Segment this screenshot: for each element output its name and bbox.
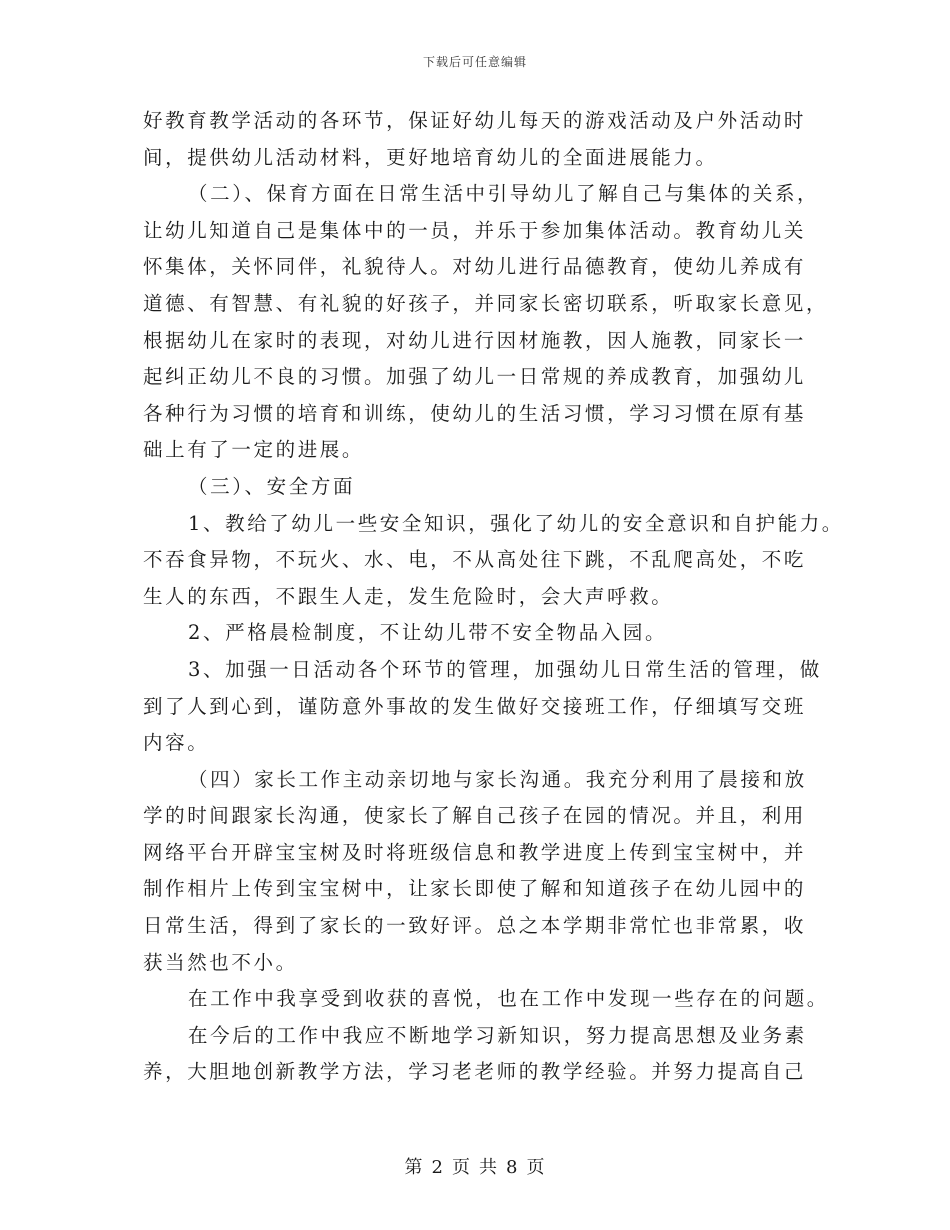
text-line: 间，提供幼儿活动材料，更好地培育幼儿的全面进展能力。: [143, 145, 718, 169]
text-line: 好教育教学活动的各环节，保证好幼儿每天的游戏活动及户外活动时: [143, 109, 807, 132]
text-line: 制作相片上传到宝宝树中，让家长即使了解和知道孩子在幼儿园中的: [143, 877, 807, 901]
text-line: 获当然也不小。: [143, 950, 298, 974]
text-line: （三）、安全方面: [188, 474, 356, 498]
text-line: 不吞食异物，不玩火、水、电，不从高处往下跳，不乱爬高处，不吃: [143, 548, 807, 572]
text-line: 根据幼儿在家时的表现，对幼儿进行因材施教，因人施教，同家长一: [143, 328, 807, 352]
text-line: 起纠正幼儿不良的习惯。加强了幼儿一日常规的养成教育，加强幼儿: [143, 365, 807, 389]
text-line: （四）家长工作主动亲切地与家长沟通。我充分利用了晨接和放: [188, 767, 807, 791]
text-line: 学的时间跟家长沟通，使家长了解自己孩子在园的情况。并且，利用: [143, 804, 807, 828]
footer-page-number: 2: [431, 1157, 444, 1178]
text-line: 在工作中我享受到收获的喜悦，也在工作中发现一些存在的问题。: [188, 987, 829, 1011]
text-line: 各种行为习惯的培育和训练，使幼儿的生活习惯，学习习惯在原有基: [143, 401, 807, 425]
text-line: 础上有了一定的进展。: [143, 438, 365, 462]
footer-total-label: 共: [479, 1157, 498, 1178]
text-line: 2、严格晨检制度，不让幼儿带不安全物品入园。: [188, 621, 668, 645]
text-line: 在今后的工作中我应不断地学习新知识，努力提高思想及业务素: [188, 1023, 807, 1047]
text-line: （二）、保育方面在日常生活中引导幼儿了解自己与集体的关系，: [188, 182, 820, 206]
text-line: 日常生活，得到了家长的一致好评。总之本学期非常忙也非常累，收: [143, 914, 807, 938]
footer-prefix: 第: [404, 1157, 424, 1178]
document-body: [143, 103, 844, 1091]
text-line: 到了人到心到，谨防意外事故的发生做好交接班工作，仔细填写交班: [143, 694, 807, 718]
text-line: 内容。: [143, 731, 210, 755]
page-header: 下载后可任意编辑: [422, 55, 527, 69]
footer-suffix: 页: [526, 1157, 546, 1178]
text-line: 1、教给了幼儿一些安全知识，强化了幼儿的安全意识和自护能力。: [188, 511, 844, 535]
text-line: 生人的东西，不跟生人走，发生危险时，会大声呼救。: [143, 584, 674, 608]
text-line: 让幼儿知道自己是集体中的一员，并乐于参加集体活动。教育幼儿关: [143, 218, 807, 242]
footer-page-label: 页: [452, 1157, 471, 1178]
text-line: 道德、有智慧、有礼貌的好孩子，并同家长密切联系，听取家长意见，: [143, 291, 829, 315]
text-line: 怀集体，关怀同伴，礼貌待人。对幼儿进行品德教育，使幼儿养成有: [143, 255, 807, 279]
footer-total-pages: 8: [506, 1157, 519, 1178]
text-line: 3、加强一日活动各个环节的管理，加强幼儿日常生活的管理，做: [188, 657, 822, 681]
text-line: 养，大胆地创新教学方法，学习老老师的教学经验。并努力提高自己: [143, 1060, 807, 1084]
page-footer: [0, 1153, 950, 1179]
text-line: 网络平台开辟宝宝树及时将班级信息和教学进度上传到宝宝树中，并: [143, 840, 807, 864]
